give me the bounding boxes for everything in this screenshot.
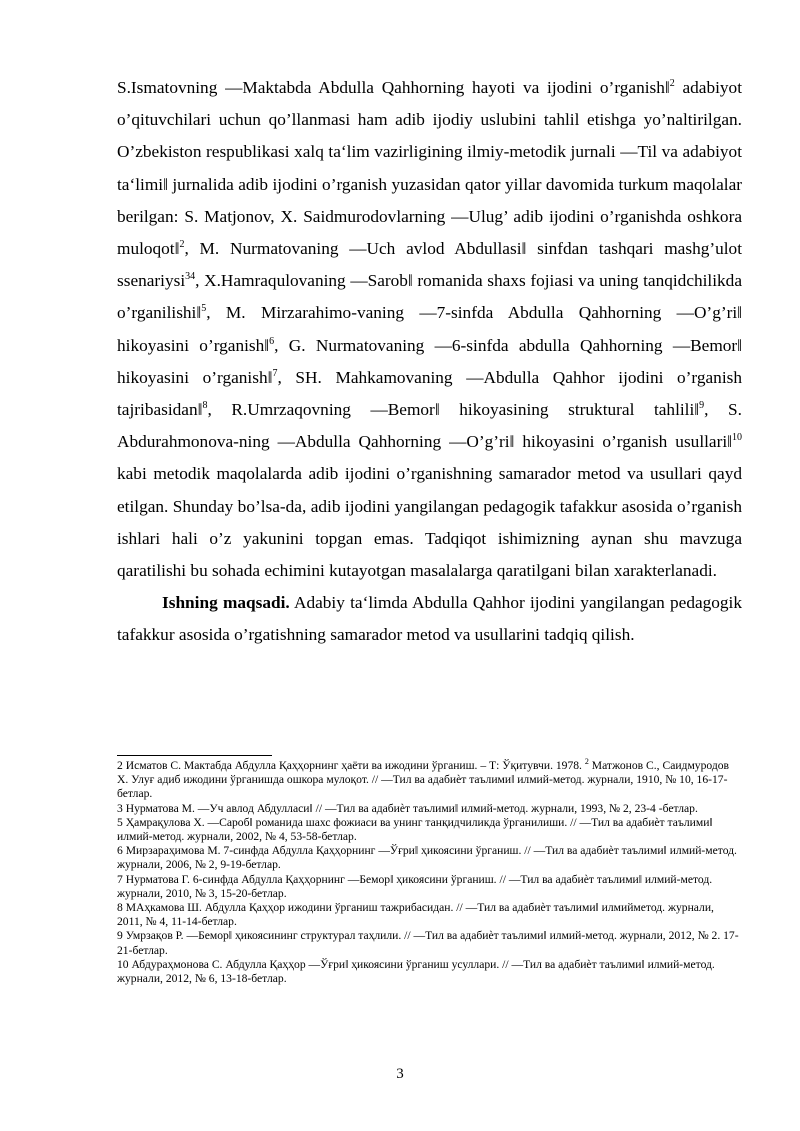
footnote-text: 2 Исматов С. Мактабда Абдулла Қаҳҳорнинг ҳаёти ва ижодини ўрганиш. – Т: Ўқитувчи. 1978.: [117, 759, 582, 772]
footnote-ref: 9: [699, 400, 705, 412]
section-heading: Ishning maqsadi.: [162, 593, 290, 613]
text-run: , M. Mirzarahimo-vaning ―7-sinfda Abdulla Qahhorning ―O’g’ri‖ hikoyasini o’rganish‖: [117, 303, 742, 355]
footnote-6: 6 Мирзараҳимова М. 7-синфда Абдулла Қаҳҳорнинг ―Ўғри‖ ҳикоясини ўрганиш. // ―Тил ва адабиѐт таълими‖ илмий-метод. журнали, 2006, № 2, 9-19-бетлар.: [117, 844, 737, 872]
paragraph-literature-review: [117, 72, 742, 587]
footnote-10: 10 Абдураҳмонова С. Абдулла Қаҳҳор ―Ўғри‖ ҳикоясини ўрганиш усуллари. // ―Тил ва адабиѐт таълими‖ илмий-метод. журнали, 2012, № 6, 13-18-бетлар.: [117, 957, 715, 986]
text-run: , G. Nurmatovaning ―6-sinfda abdulla Qahhorning ―Bemor‖ hikoyasini o’rganish‖: [117, 335, 743, 387]
text-run: , M. Nurmatovaning ―Uch avlod Abdullasi‖ sinfdan tashqari mashg’ulot ssenariysi: [117, 239, 742, 291]
footnote-7: 7 Нурматова Г. 6-синфда Абдулла Қаҳҳорнинг ―Бемор‖ ҳикоясини ўрганиш. // ―Тил ва адабиѐт таълими‖ илмий-метод. журнали, 2010, № 3, 15-20-бетлар.: [117, 872, 713, 900]
text-run: , SH. Mahkamovaning ―Abdulla Qahhor ijodini o’rganish tajribasidan‖: [117, 367, 742, 420]
footnote-ref: 34: [185, 271, 196, 283]
footnote-ref: 2: [584, 757, 589, 767]
text-run: Adabiy ta‘limda Abdulla Qahhor ijodini yangilangan pedagogik tafakkur asosida o’rgatishning samarador metod va usullarini tadqiq qilish.: [117, 593, 742, 645]
footnotes: [117, 759, 742, 986]
text-run: adabiyot o’qituvchilari uchun qo’llanmasi ham adib ijodiy uslubini tahlil etishga yo’naltirilgan. O’zbekiston respublikasi xalq ta‘lim vazirligining ilmiy-metodik jurnali ―Til va adabiyot ta‘limi‖ jurnalida adib ijodini o’rganish yuzasidan qator yillar davomida turkum maqolalar berilgan: S. Matjonov, X. Saidmurodovlarning ―Ulug’ adib ijodini o’rganishda oshkora muloqot‖: [117, 78, 742, 259]
footnote-8: 8 МАҳкамова Ш. Абдулла Қаҳҳор ижодини ўрганиш тажрибасидан. // ―Тил ва адабиѐт таълими‖ илмийметод. журнали, 2011, № 4, 11-14-бетлар.: [117, 901, 714, 929]
text-run: , S. Abdurahmonova-ning ―Abdulla Qahhorning ―O’g’ri‖ hikoyasini o’rganish usullari‖: [117, 400, 742, 452]
footnote-text: Матжонов С., Саидмуродов Х. Улуғ адиб ижодини ўрганишда ошкора мулоқот. // ―Тил ва адабиѐт таълими‖ илмий-метод. журнали, 1910, № 10, 16-17-бетлар.: [117, 759, 730, 801]
footnote-separator: [117, 755, 272, 756]
footnote-ref: 5: [201, 303, 207, 315]
paragraph-aim: [117, 587, 742, 651]
footnote-9: 9 Умрзақов Р. ―Бемор‖ ҳикоясининг структурал таҳлили. // ―Тил ва адабиѐт таълими‖ илмий-метод. журнали, 2012, № 2. 17-21-бетлар.: [117, 929, 739, 957]
footnote-ref: 6: [269, 335, 275, 347]
footnote-ref: 7: [272, 368, 278, 380]
body-text: [117, 72, 742, 652]
page-number: 3: [396, 1066, 404, 1082]
text-run: , R.Umrzaqovning ―Bemor‖ hikoyasining struktural tahlili‖: [207, 400, 700, 420]
text-run: , X.Hamraqulovaning ―Sarob‖ romanida shaxs fojiasi va uning tanqidchilikda o’rganilishi‖: [117, 271, 742, 323]
footnote-2: [117, 759, 742, 802]
footnote-ref: 2: [669, 78, 675, 90]
footnote-ref: 2: [179, 239, 185, 251]
footnote-3: 3 Нурматова М. ―Уч авлод Абдулласи‖ // ―Тил ва адабиѐт таълими‖ илмий-метод. журнали, 1993, № 2, 23-4 -бетлар.: [117, 801, 698, 815]
footnote-5: 5 Ҳамрақулова Х. ―Сароб‖ романида шахс фожиаси ва унинг танқидчиликда ўрганилиши. // ―Тил ва адабиѐт таълими‖ илмий-метод. журнали, 2002, № 4, 53-58-бетлар.: [117, 815, 713, 844]
footnote-ref: 8: [202, 400, 208, 412]
text-run: kabi metodik maqolalarda adib ijodini o’rganishning samarador metod va usullari qayd etilgan. Shunday bo’lsa-da, adib ijodini yangilangan pedagogik tafakkur asosida o’rganish ishlari hali o’z yakunini topgan emas. Tadqiqot ishimizning aynan shu mavzuga qaratilishi bu sohada echimini kutayotgan masalalarga qaratilgani bilan xarakterlanadi.: [117, 464, 742, 581]
footnote-ref: 10: [732, 432, 742, 444]
text-run: S.Ismatovning ―Maktabda Abdulla Qahhorning hayoti va ijodini o’rganish‖: [117, 78, 670, 97]
